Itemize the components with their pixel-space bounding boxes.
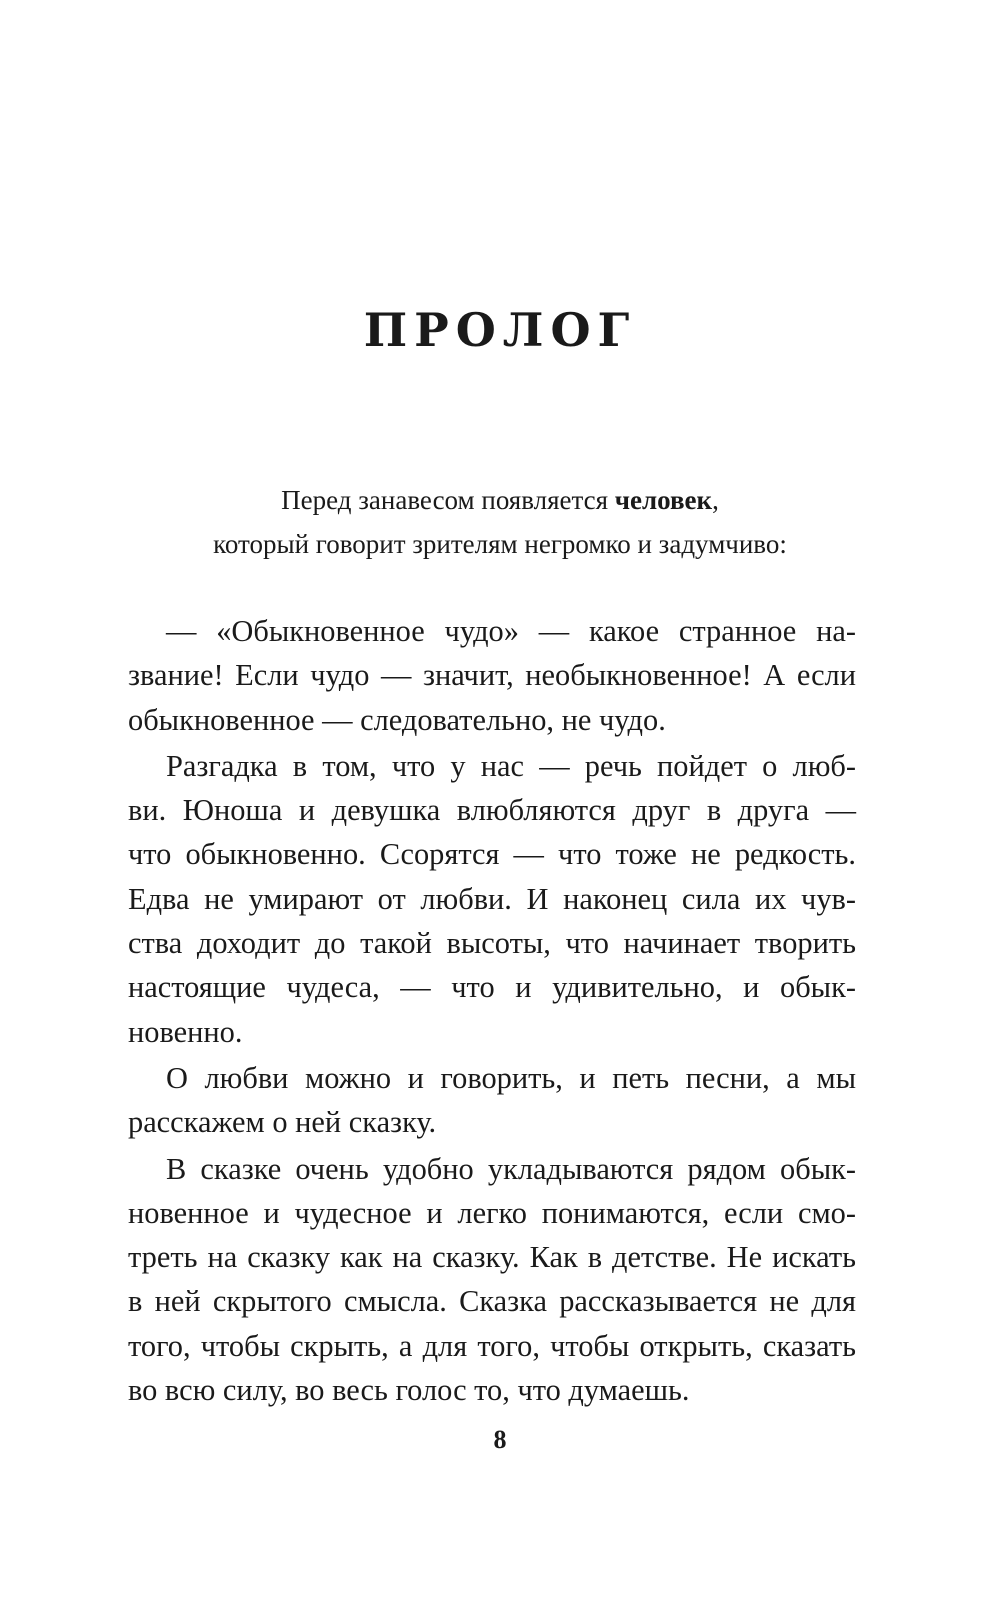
stage-direction-punctuation: ,: [712, 485, 719, 515]
text-line: новенное и чудесное и легко понимаются, если смо-: [128, 1195, 856, 1230]
text-line: расскажем о ней сказку.: [128, 1105, 437, 1140]
text-line: ства доходит до такой высоты, что начинает творить: [128, 926, 856, 961]
stage-direction-line-2: который говорит зрителям негромко и задумчиво:: [213, 529, 787, 559]
text-line: в ней скрытого смысла. Сказка рассказывается не для: [128, 1284, 856, 1319]
stage-direction-text: Перед занавесом появляется: [281, 485, 615, 515]
prologue-text: [128, 609, 856, 1414]
paragraph: [128, 1147, 856, 1413]
stage-direction-line-1: [0, 478, 1000, 522]
text-line: что обыкновенно. Ссорятся — что тоже не редкость.: [128, 837, 856, 872]
paragraph: [128, 1056, 856, 1145]
character-name: человек: [614, 485, 713, 515]
page-number: 8: [493, 1425, 507, 1454]
paragraph: [128, 609, 856, 742]
text-line: настоящие чудеса, — что и удивительно, и обык-: [128, 970, 856, 1005]
chapter-title: ПРОЛОГ: [363, 303, 637, 357]
text-line: Едва не умирают от любви. И наконец сила их чув-: [128, 881, 856, 916]
text-line: звание! Если чудо — значит, необыкновенное! А если: [128, 658, 856, 693]
stage-direction: [0, 478, 1000, 566]
text-line: В сказке очень удобно укладываются рядом обык-: [166, 1151, 856, 1186]
text-line: О любви можно и говорить, и петь песни, а мы: [166, 1060, 856, 1095]
text-line: Разгадка в том, что у нас — речь пойдет о люб-: [166, 748, 856, 783]
text-line: ви. Юноша и девушка влюбляются друг в друга —: [128, 793, 856, 828]
paragraph: [128, 744, 856, 1054]
text-line: — «Обыкновенное чудо» — какое странное на-: [166, 614, 856, 648]
text-line: обыкновенное — следовательно, не чудо.: [128, 702, 666, 737]
text-line: во всю силу, во весь голос то, что думаешь.: [128, 1373, 690, 1408]
text-line: треть на сказку как на сказку. Как в детстве. Не искать: [128, 1240, 856, 1275]
text-line: того, чтобы скрыть, а для того, чтобы открыть, сказать: [128, 1328, 856, 1363]
text-line: новенно.: [128, 1014, 243, 1049]
